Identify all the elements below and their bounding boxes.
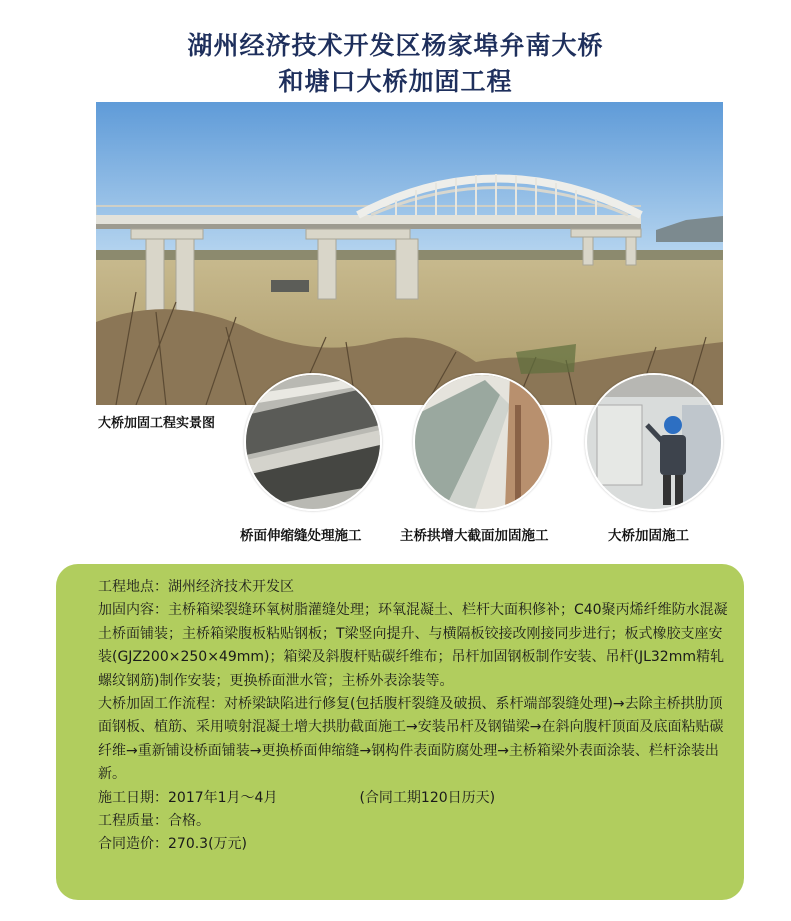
work-process: 大桥加固工作流程：对桥梁缺陷进行修复(包括腹杆裂缝及破损、系杆端部裂缝处理)→去除主桥拱肋顶面钢板、植筋、采用喷射混凝土增大拱肋截面施工→安装吊杆及钢锚梁→在斜向腹杆顶面及底面粘贴碳纤维→重新铺设桥面铺装→更换桥面伸缩缝→钢构件表面防腐处理→主桥箱梁外表面涂装、栏杆涂装出新。 xyxy=(98,696,724,783)
page-title-line2: 和塘口大桥加固工程 xyxy=(278,67,513,96)
arch-section-photo xyxy=(413,373,551,511)
photo3-caption: 大桥加固施工 xyxy=(608,528,689,544)
page-title-line1: 湖州经济技术开发区杨家埠弁南大桥 xyxy=(187,31,604,60)
construction-date-row xyxy=(98,787,732,810)
contract-cost: 合同造价：270.3(万元) xyxy=(98,836,248,853)
main-photo-caption: 大桥加固工程实景图 xyxy=(98,416,216,431)
project-quality: 工程质量：合格。 xyxy=(98,813,210,830)
photo1-caption: 桥面伸缩缝处理施工 xyxy=(240,528,362,544)
photo2-caption: 主桥拱增大截面加固施工 xyxy=(400,528,549,544)
project-info-box xyxy=(56,564,744,900)
project-location: 工程地点：湖州经济技术开发区 xyxy=(98,579,294,595)
reinforcement-content: 加固内容：主桥箱梁裂缝环氧树脂灌缝处理；环氧混凝土、栏杆大面积修补；C40聚丙烯纤维防水混凝土桥面铺装；主桥箱梁腹板粘贴钢板；T梁竖向提升、与横隔板铰接改刚接同步进行；板式橡胶支座安装(GJZ200×250×49mm)；箱梁及斜腹杆贴碳纤维布；吊杆加固钢板制作安装、吊杆(JL32mm精轧螺纹钢筋)制作安装；更换桥面泄水管；主桥外表涂装等。 xyxy=(98,602,728,689)
bridge-worker-photo xyxy=(585,373,723,511)
expansion-joint-photo xyxy=(244,373,382,511)
project-info-text xyxy=(98,576,732,857)
construction-date: 施工日期：2017年1月～4月 xyxy=(98,789,278,806)
contract-period: (合同工期120日历天) xyxy=(359,789,496,806)
bridge-main-photo xyxy=(96,102,723,405)
